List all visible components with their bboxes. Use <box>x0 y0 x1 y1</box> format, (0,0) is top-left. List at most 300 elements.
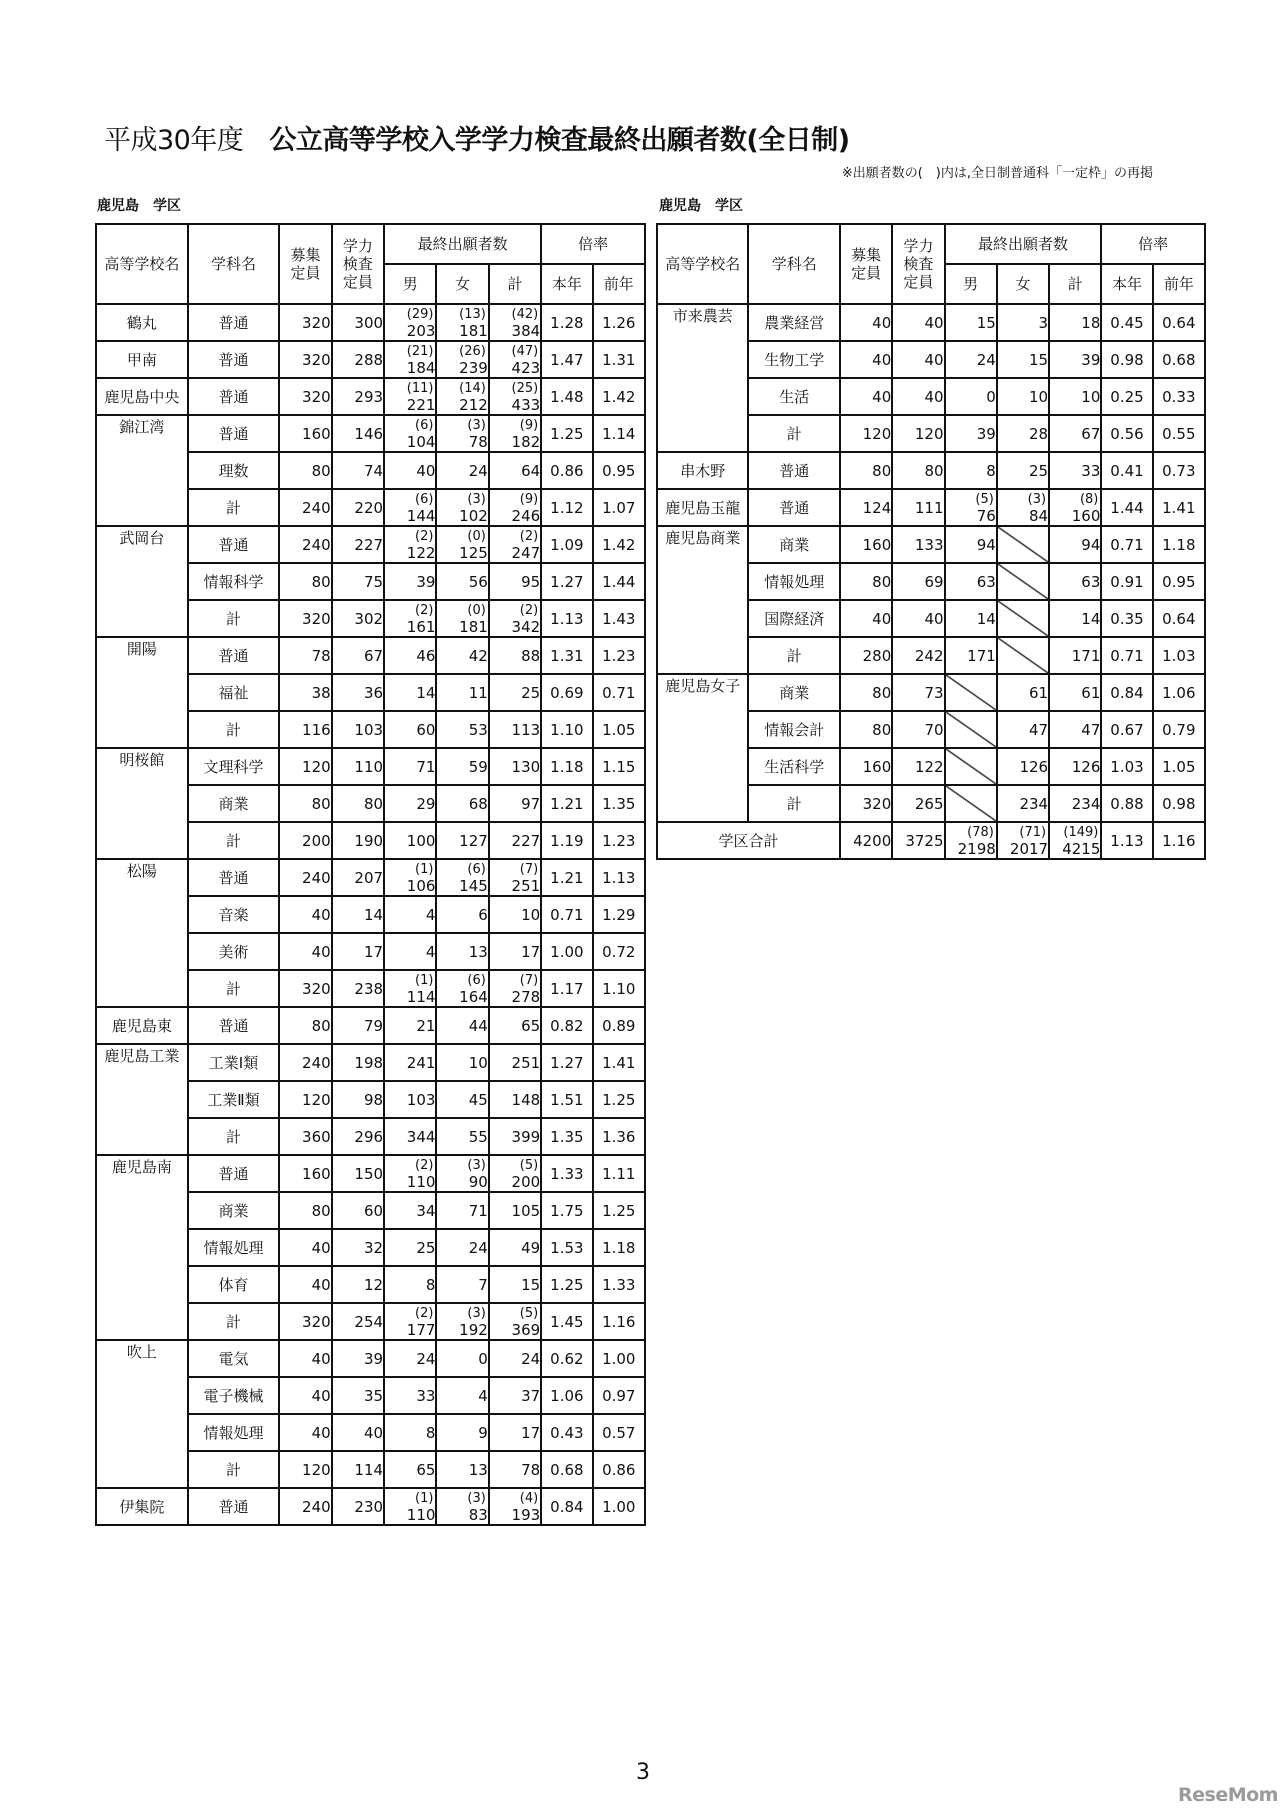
cell-kensa: 32 <box>332 1229 384 1266</box>
quota-count: (47) <box>511 343 539 359</box>
cell-total: 88 <box>489 637 541 674</box>
cell-ratio-this-year: 1.21 <box>541 859 592 896</box>
department-name: 普通 <box>188 1007 280 1044</box>
cell-kensa: 69 <box>892 563 944 600</box>
stacked-value <box>385 491 435 525</box>
cell-male: 34 <box>384 1192 436 1229</box>
header-this-year: 本年 <box>541 264 592 304</box>
header-male: 男 <box>384 264 436 304</box>
cell-ratio-this-year: 1.10 <box>541 711 592 748</box>
header-kensa: 学力 検査 定員 <box>332 224 384 304</box>
cell-male: 24 <box>384 1340 436 1377</box>
cell-female: 59 <box>436 748 488 785</box>
quota-count: (3) <box>467 1490 486 1506</box>
cell-female <box>436 489 488 526</box>
applicant-count: 246 <box>511 506 541 525</box>
department-name: 計 <box>188 489 280 526</box>
header-kensa: 学力 検査 定員 <box>892 224 944 304</box>
cell-total <box>489 1488 541 1525</box>
cell-ratio-this-year: 1.75 <box>541 1192 592 1229</box>
cell-kensa: 73 <box>892 674 944 711</box>
cell-total <box>489 859 541 896</box>
department-name: 普通 <box>188 859 280 896</box>
cell-ratio-last-year: 0.72 <box>593 933 645 970</box>
cell-boshu: 320 <box>840 785 892 822</box>
cell-ratio-last-year: 1.42 <box>593 526 645 563</box>
table-row <box>96 748 645 785</box>
cell-ratio-this-year: 1.35 <box>541 1118 592 1155</box>
department-name: 普通 <box>188 304 280 341</box>
cell-boshu: 78 <box>279 637 331 674</box>
cell-male: 94 <box>945 526 997 563</box>
table-row <box>96 526 645 563</box>
cell-kensa: 103 <box>332 711 384 748</box>
cell-ratio-last-year: 0.57 <box>593 1414 645 1451</box>
cell-male: 65 <box>384 1451 436 1488</box>
applicants-table-right <box>656 223 1206 860</box>
cell-male <box>945 822 997 859</box>
cell-total <box>489 1303 541 1340</box>
cell-boshu: 40 <box>279 1340 331 1377</box>
cell-boshu: 80 <box>840 563 892 600</box>
cell-male: 344 <box>384 1118 436 1155</box>
department-name: 情報処理 <box>188 1414 280 1451</box>
quota-count: (71) <box>1019 824 1047 840</box>
cell-ratio-last-year: 1.13 <box>593 859 645 896</box>
cell-male: 4 <box>384 933 436 970</box>
cell-ratio-last-year: 1.36 <box>593 1118 645 1155</box>
quota-count: (2) <box>415 602 434 618</box>
cell-male <box>384 304 436 341</box>
cell-male: 60 <box>384 711 436 748</box>
cell-total: 39 <box>1049 341 1101 378</box>
cell-ratio-this-year: 1.06 <box>541 1377 592 1414</box>
department-name: 文理科学 <box>188 748 280 785</box>
cell-kensa: 3725 <box>892 822 944 859</box>
cell-ratio-this-year: 0.62 <box>541 1340 592 1377</box>
cell-total: 10 <box>489 896 541 933</box>
cell-female <box>436 600 488 637</box>
table-row <box>96 1488 645 1525</box>
cell-ratio-this-year: 1.27 <box>541 563 592 600</box>
cell-ratio-this-year: 1.51 <box>541 1081 592 1118</box>
cell-male: 46 <box>384 637 436 674</box>
cell-boshu: 320 <box>279 600 331 637</box>
cell-ratio-this-year: 0.67 <box>1101 711 1152 748</box>
school-name: 甲南 <box>96 341 188 378</box>
stacked-value <box>946 491 996 525</box>
cell-ratio-last-year: 0.95 <box>1153 563 1205 600</box>
applicant-count: 192 <box>459 1320 488 1339</box>
table-row <box>657 304 1205 341</box>
cell-ratio-last-year: 1.11 <box>593 1155 645 1192</box>
school-name: 鹿児島中央 <box>96 378 188 415</box>
applicant-count: 160 <box>1071 506 1101 525</box>
applicant-count: 104 <box>406 432 436 451</box>
cell-female: 24 <box>436 1229 488 1266</box>
cell-ratio-last-year: 1.31 <box>593 341 645 378</box>
quota-count: (1) <box>415 861 434 877</box>
cell-ratio-last-year: 1.14 <box>593 415 645 452</box>
cell-kensa: 40 <box>332 1414 384 1451</box>
stacked-value <box>490 528 540 562</box>
cell-ratio-last-year: 1.41 <box>1153 489 1205 526</box>
table-row <box>96 415 645 452</box>
cell-total: 37 <box>489 1377 541 1414</box>
cell-total: 10 <box>1049 378 1101 415</box>
cell-ratio-this-year: 0.71 <box>1101 526 1152 563</box>
cell-total <box>489 304 541 341</box>
department-name: 普通 <box>748 489 839 526</box>
table-row <box>96 637 645 674</box>
cell-kensa: 114 <box>332 1451 384 1488</box>
cell-male <box>384 415 436 452</box>
cell-male: 71 <box>384 748 436 785</box>
cell-boshu: 40 <box>279 1414 331 1451</box>
cell-not-applicable <box>997 600 1049 637</box>
cell-kensa: 110 <box>332 748 384 785</box>
quota-count: (5) <box>519 1157 539 1173</box>
cell-total <box>489 1155 541 1192</box>
department-name: 生活 <box>748 378 839 415</box>
school-name: 鹿児島南 <box>96 1155 188 1340</box>
cell-female: 53 <box>436 711 488 748</box>
cell-female: 9 <box>436 1414 488 1451</box>
cell-ratio-this-year: 1.45 <box>541 1303 592 1340</box>
quota-count: (6) <box>415 491 434 507</box>
cell-total: 130 <box>489 748 541 785</box>
cell-boshu: 116 <box>279 711 331 748</box>
cell-female: 56 <box>436 563 488 600</box>
cell-boshu: 80 <box>279 1007 331 1044</box>
cell-boshu: 80 <box>279 452 331 489</box>
cell-male <box>384 1303 436 1340</box>
cell-female <box>436 859 488 896</box>
cell-boshu: 40 <box>840 378 892 415</box>
cell-male: 39 <box>384 563 436 600</box>
cell-total <box>489 415 541 452</box>
cell-ratio-this-year: 1.31 <box>541 637 592 674</box>
cell-kensa: 220 <box>332 489 384 526</box>
department-name: 商業 <box>188 785 280 822</box>
cell-total: 94 <box>1049 526 1101 563</box>
department-name: 計 <box>188 1118 280 1155</box>
department-name: 工業Ⅰ類 <box>188 1044 280 1081</box>
cell-ratio-last-year: 0.95 <box>593 452 645 489</box>
table-row <box>96 859 645 896</box>
cell-total: 24 <box>489 1340 541 1377</box>
stacked-value <box>490 380 540 414</box>
cell-female: 24 <box>436 452 488 489</box>
school-name: 開陽 <box>96 637 188 748</box>
applicant-count: 122 <box>406 543 436 562</box>
cell-ratio-this-year: 0.35 <box>1101 600 1152 637</box>
cell-ratio-last-year: 1.42 <box>593 378 645 415</box>
quota-count: (6) <box>467 861 486 877</box>
school-name: 鹿児島玉龍 <box>657 489 748 526</box>
cell-boshu: 40 <box>840 304 892 341</box>
department-name: 計 <box>748 415 839 452</box>
quota-count: (5) <box>975 491 994 507</box>
cell-total <box>489 489 541 526</box>
cell-boshu: 320 <box>279 378 331 415</box>
cell-ratio-this-year: 1.28 <box>541 304 592 341</box>
cell-female <box>997 489 1049 526</box>
cell-boshu: 240 <box>279 489 331 526</box>
cell-ratio-last-year: 1.16 <box>1153 822 1205 859</box>
cell-total: 18 <box>1049 304 1101 341</box>
stacked-value <box>490 491 540 525</box>
applicant-count: 182 <box>511 432 541 451</box>
cell-ratio-last-year: 0.89 <box>593 1007 645 1044</box>
quota-count: (3) <box>467 417 486 433</box>
cell-ratio-last-year: 1.03 <box>1153 637 1205 674</box>
applicant-count: 164 <box>459 987 488 1006</box>
applicant-count: 114 <box>406 987 436 1006</box>
cell-kensa: 40 <box>892 378 944 415</box>
district-label-left: 鹿児島 学区 <box>97 198 181 214</box>
cell-total: 148 <box>489 1081 541 1118</box>
stacked-value <box>490 972 540 1006</box>
cell-total: 78 <box>489 1451 541 1488</box>
total-row <box>657 822 1205 859</box>
cell-total <box>489 341 541 378</box>
cell-male <box>384 489 436 526</box>
stacked-value <box>385 417 435 451</box>
title-main: 公立高等学校入学学力検査最終出願者数(全日制) <box>269 125 850 156</box>
cell-kensa: 40 <box>892 600 944 637</box>
cell-ratio-this-year: 0.41 <box>1101 452 1152 489</box>
header-last-year: 前年 <box>1153 264 1205 304</box>
quota-count: (0) <box>467 602 486 618</box>
stacked-value <box>437 306 487 340</box>
cell-total: 67 <box>1049 415 1101 452</box>
school-name: 松陽 <box>96 859 188 1007</box>
cell-female <box>436 526 488 563</box>
department-name: 計 <box>188 970 280 1007</box>
header-dept: 学科名 <box>188 224 280 304</box>
cell-kensa: 150 <box>332 1155 384 1192</box>
stacked-value <box>385 528 435 562</box>
cell-kensa: 302 <box>332 600 384 637</box>
cell-not-applicable <box>997 526 1049 563</box>
department-name: 情報処理 <box>188 1229 280 1266</box>
department-name: 電子機械 <box>188 1377 280 1414</box>
department-name: 情報会計 <box>748 711 839 748</box>
cell-boshu: 320 <box>279 341 331 378</box>
quota-count: (3) <box>1027 491 1047 507</box>
cell-total <box>1049 822 1101 859</box>
applicant-count: 2198 <box>957 839 996 858</box>
cell-ratio-last-year: 0.73 <box>1153 452 1205 489</box>
cell-male <box>384 600 436 637</box>
cell-boshu: 320 <box>279 1303 331 1340</box>
cell-ratio-this-year: 1.44 <box>1101 489 1152 526</box>
cell-ratio-this-year: 1.00 <box>541 933 592 970</box>
quota-count: (6) <box>467 972 486 988</box>
cell-female <box>436 1155 488 1192</box>
cell-ratio-this-year: 1.33 <box>541 1155 592 1192</box>
cell-kensa: 80 <box>332 785 384 822</box>
cell-ratio-last-year: 0.33 <box>1153 378 1205 415</box>
cell-ratio-this-year: 1.19 <box>541 822 592 859</box>
applicant-count: 203 <box>406 321 436 340</box>
stacked-value <box>437 1305 487 1339</box>
cell-kensa: 79 <box>332 1007 384 1044</box>
cell-kensa: 227 <box>332 526 384 563</box>
header-dept: 学科名 <box>748 224 839 304</box>
cell-kensa: 14 <box>332 896 384 933</box>
header-row <box>657 224 1205 264</box>
cell-boshu: 80 <box>279 1192 331 1229</box>
stacked-value <box>1050 491 1100 525</box>
cell-ratio-last-year: 0.68 <box>1153 341 1205 378</box>
stacked-value <box>490 343 540 377</box>
header-row <box>96 224 645 264</box>
table-row <box>657 674 1205 711</box>
cell-female: 25 <box>997 452 1049 489</box>
cell-male: 103 <box>384 1081 436 1118</box>
quota-count: (8) <box>1079 491 1099 507</box>
stacked-value <box>385 1157 435 1191</box>
department-name: 計 <box>188 711 280 748</box>
cell-female: 10 <box>436 1044 488 1081</box>
cell-ratio-last-year: 1.16 <box>593 1303 645 1340</box>
applicant-count: 144 <box>406 506 436 525</box>
department-name: 情報処理 <box>748 563 839 600</box>
cell-ratio-last-year: 1.06 <box>1153 674 1205 711</box>
cell-ratio-last-year: 1.25 <box>593 1081 645 1118</box>
cell-boshu: 40 <box>840 600 892 637</box>
cell-boshu: 40 <box>279 1229 331 1266</box>
department-name: 普通 <box>748 452 839 489</box>
school-name: 鹿児島工業 <box>96 1044 188 1155</box>
cell-boshu: 124 <box>840 489 892 526</box>
applicant-count: 84 <box>1029 506 1049 525</box>
applicant-count: 83 <box>468 1505 488 1524</box>
school-name: 鹿児島東 <box>96 1007 188 1044</box>
stacked-value <box>385 602 435 636</box>
cell-male <box>945 489 997 526</box>
table-row <box>96 1340 645 1377</box>
department-name: 計 <box>188 822 280 859</box>
cell-total: 64 <box>489 452 541 489</box>
cell-male: 39 <box>945 415 997 452</box>
cell-kensa: 74 <box>332 452 384 489</box>
applicant-count: 423 <box>511 358 541 377</box>
cell-ratio-last-year: 1.25 <box>593 1192 645 1229</box>
cell-ratio-this-year: 0.71 <box>541 896 592 933</box>
cell-kensa: 12 <box>332 1266 384 1303</box>
stacked-value <box>490 861 540 895</box>
cell-kensa: 288 <box>332 341 384 378</box>
cell-ratio-last-year: 1.23 <box>593 822 645 859</box>
applicant-count: 369 <box>511 1320 541 1339</box>
stacked-value <box>437 343 487 377</box>
cell-kensa: 67 <box>332 637 384 674</box>
quota-count: (42) <box>511 306 539 322</box>
cell-female <box>436 1303 488 1340</box>
cell-kensa: 242 <box>892 637 944 674</box>
cell-female: 47 <box>997 711 1049 748</box>
quota-count: (2) <box>415 1305 434 1321</box>
cell-male: 4 <box>384 896 436 933</box>
cell-female: 3 <box>997 304 1049 341</box>
cell-female: 11 <box>436 674 488 711</box>
cell-female: 7 <box>436 1266 488 1303</box>
cell-female: 71 <box>436 1192 488 1229</box>
cell-boshu: 160 <box>840 526 892 563</box>
cell-ratio-this-year: 1.21 <box>541 785 592 822</box>
department-name: 音楽 <box>188 896 280 933</box>
department-name: 工業Ⅱ類 <box>188 1081 280 1118</box>
cell-total: 17 <box>489 933 541 970</box>
cell-ratio-this-year: 1.53 <box>541 1229 592 1266</box>
cell-ratio-last-year: 1.41 <box>593 1044 645 1081</box>
department-name: 電気 <box>188 1340 280 1377</box>
school-name: 明桜館 <box>96 748 188 859</box>
cell-ratio-last-year: 1.23 <box>593 637 645 674</box>
cell-kensa: 238 <box>332 970 384 1007</box>
department-name: 生活科学 <box>748 748 839 785</box>
cell-male: 63 <box>945 563 997 600</box>
cell-female: 127 <box>436 822 488 859</box>
department-name: 国際経済 <box>748 600 839 637</box>
cell-kensa: 190 <box>332 822 384 859</box>
cell-boshu: 40 <box>279 1266 331 1303</box>
cell-ratio-this-year: 0.84 <box>541 1488 592 1525</box>
quota-count: (7) <box>519 861 539 877</box>
applicant-count: 161 <box>406 617 436 636</box>
cell-ratio-last-year: 1.05 <box>1153 748 1205 785</box>
applicant-count: 90 <box>468 1172 488 1191</box>
cell-total: 49 <box>489 1229 541 1266</box>
cell-ratio-last-year: 0.64 <box>1153 304 1205 341</box>
cell-ratio-this-year: 0.98 <box>1101 341 1152 378</box>
cell-male: 40 <box>384 452 436 489</box>
stacked-value <box>998 824 1048 858</box>
cell-ratio-last-year: 0.79 <box>1153 711 1205 748</box>
stacked-value <box>437 491 487 525</box>
cell-ratio-this-year: 1.13 <box>1101 822 1152 859</box>
stacked-value <box>490 602 540 636</box>
cell-ratio-last-year: 0.86 <box>593 1451 645 1488</box>
cell-male <box>384 970 436 1007</box>
applicant-count: 181 <box>459 321 488 340</box>
school-name: 武岡台 <box>96 526 188 637</box>
stacked-value <box>385 1305 435 1339</box>
header-school: 高等学校名 <box>657 224 748 304</box>
cell-female <box>436 970 488 1007</box>
department-name: 普通 <box>188 415 280 452</box>
applicant-count: 125 <box>459 543 488 562</box>
cell-total: 399 <box>489 1118 541 1155</box>
department-name: 体育 <box>188 1266 280 1303</box>
department-name: 普通 <box>188 1488 280 1525</box>
applicant-count: 76 <box>976 506 996 525</box>
header-female: 女 <box>997 264 1049 304</box>
cell-female: 15 <box>997 341 1049 378</box>
cell-boshu: 320 <box>279 970 331 1007</box>
applicant-count: 212 <box>459 395 488 414</box>
cell-total: 95 <box>489 563 541 600</box>
quota-count: (25) <box>511 380 539 396</box>
department-name: 計 <box>748 785 839 822</box>
district-label-right: 鹿児島 学区 <box>659 198 743 214</box>
header-total: 計 <box>489 264 541 304</box>
resemom-watermark-logo: ReseMom <box>1178 1784 1278 1806</box>
stacked-value <box>437 417 487 451</box>
